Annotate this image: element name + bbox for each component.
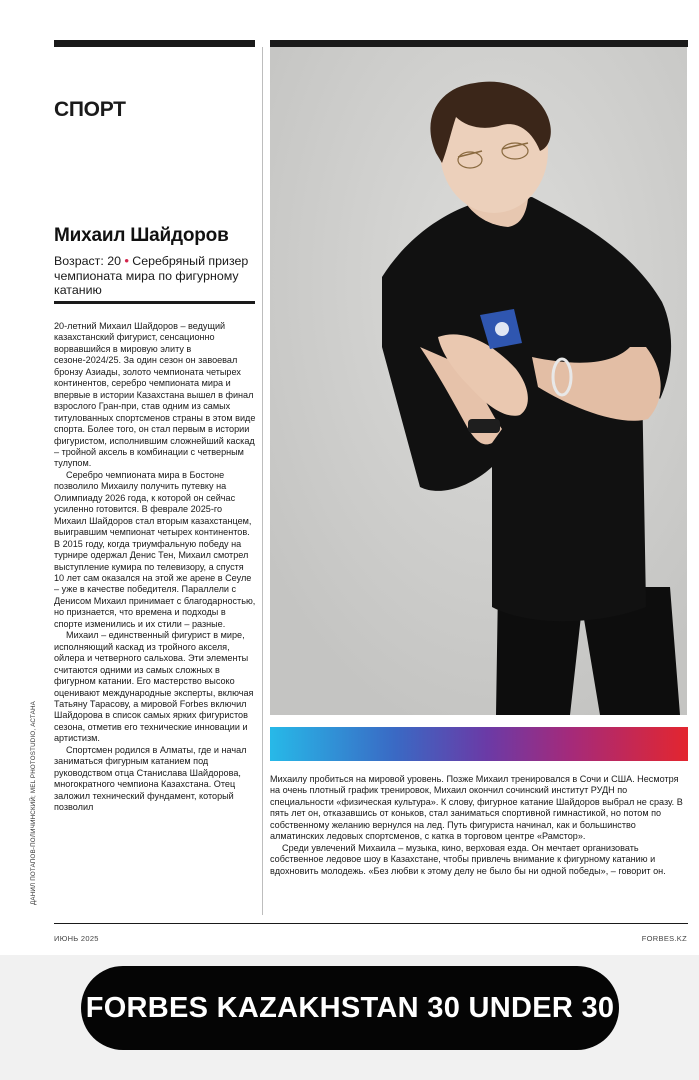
separator-dot: • (124, 254, 129, 268)
portrait-photo (270, 47, 687, 715)
article-column-left (54, 321, 256, 813)
person-age: Возраст: 20 (54, 254, 122, 268)
subtitle-rule (54, 301, 255, 304)
top-rule-left (54, 40, 255, 47)
section-label: СПОРТ (54, 98, 126, 121)
article-paragraph: Спортсмен родился в Алматы, где и начал заниматься фигурным катанием под руководством отца Станислава Шайдорова, многократного чемпиона Казахстана. Отец заложил технический фундамент, который позволил (54, 744, 247, 813)
footer-site: FORBES.KZ (641, 934, 687, 943)
article-paragraph: Серебро чемпионата мира в Бостоне позволило Михаилу получить путевку на Олимпиаду 2026 года, к которой он сейчас усиленно готовится. В феврале 2025-го Михаил Шайдоров стал вторым казахстанцем, выигравшим чемпионат четырех континентов. В 2015 году, когда триумфальную победу на турнире одержал Денис Тен, Михаил смотрел выступление кумира по телевизору, а спустя 10 лет сам оказался на этой же арене в Сеуле – уже в качестве победителя. Параллели с Денисом Михаил принимает с благодарностью, но признается, что времена и подходы в спорте изменились и их стили – разные. (54, 469, 256, 629)
gradient-color-bar (270, 727, 688, 761)
top-rule-right (270, 40, 688, 47)
person-subtitle (54, 254, 259, 298)
article-paragraph: 20-летний Михаил Шайдоров – ведущий казахстанский фигурист, сенсационно ворвавшийся в мировую элиту в сезоне-2024/25. За один сезон он завоевал бронзу Азиады, золото чемпионата четырех континентов, серебро чемпионата мира и впервые в истории Казахстана вышел в финал взрослого Гран-при, став одним из самых титулованных спортсменов страны в этом виде спорта. Более того, он стал первым в истории фигуристом, исполнившим сложнейший каскад – тройной аксель в комбинации с четверным тулупом. (54, 321, 256, 469)
person-name: Михаил Шайдоров (54, 225, 229, 246)
photo-credit: ДАНИЛ ПОТАПОВ-ПОЛИЧИНСКИЙ; MEL PHOTOSTUDIO, АСТАНА (30, 701, 37, 905)
article-paragraph: Михаилу пробиться на мировой уровень. Позже Михаил тренировался в Сочи и США. Несмотря на очень плотный график тренировок, Михаил окончил сочинский институт РУДН по специальности «физическая культура». К слову, фигурное катание Шайдоров выбрал не сразу. В пять лет он, отказавшись от коньков, стал заниматься спортивной гимнастикой, но потом по собственному желанию вернулся на лед. Путь фигуриста начинал, как и большинство алматинских ледовых спортсменов, с катка в торговом центре «Рамстор». (270, 774, 683, 842)
footer-rule (54, 923, 688, 924)
person-title: Серебряный призер чемпионата мира по фигурному катанию (54, 254, 249, 297)
footer-date: ИЮНЬ 2025 (54, 934, 99, 943)
article-paragraph: Михаил – единственный фигурист в мире, исполняющий каскад из тройного акселя, ойлера и четверного сальхова. Эти элементы считаются одними из самых сложных в фигурном катании. Его мастерство высоко оценивают международные эксперты, включая Татьяну Тарасову, а мировой Forbes включил Шайдорова в список самых ярких фигуристов сезона, отметив его технические инновации и артистизм. (54, 630, 254, 744)
banner-pill (81, 966, 619, 1050)
article-column-right (270, 774, 688, 877)
column-divider (262, 47, 263, 915)
banner-text: FORBES KAZAKHSTAN 30 UNDER 30 (85, 991, 615, 1024)
portrait-illustration (270, 47, 687, 715)
article-paragraph: Среди увлечений Михаила – музыка, кино, верховая езда. Он мечтает организовать собственное ледовое шоу в Казахстане, чтобы привлечь внимание к фигурному катанию и вдохновить молодежь. «Без любви к этому делу не было бы ни одной победы», – говорит он. (270, 842, 666, 876)
